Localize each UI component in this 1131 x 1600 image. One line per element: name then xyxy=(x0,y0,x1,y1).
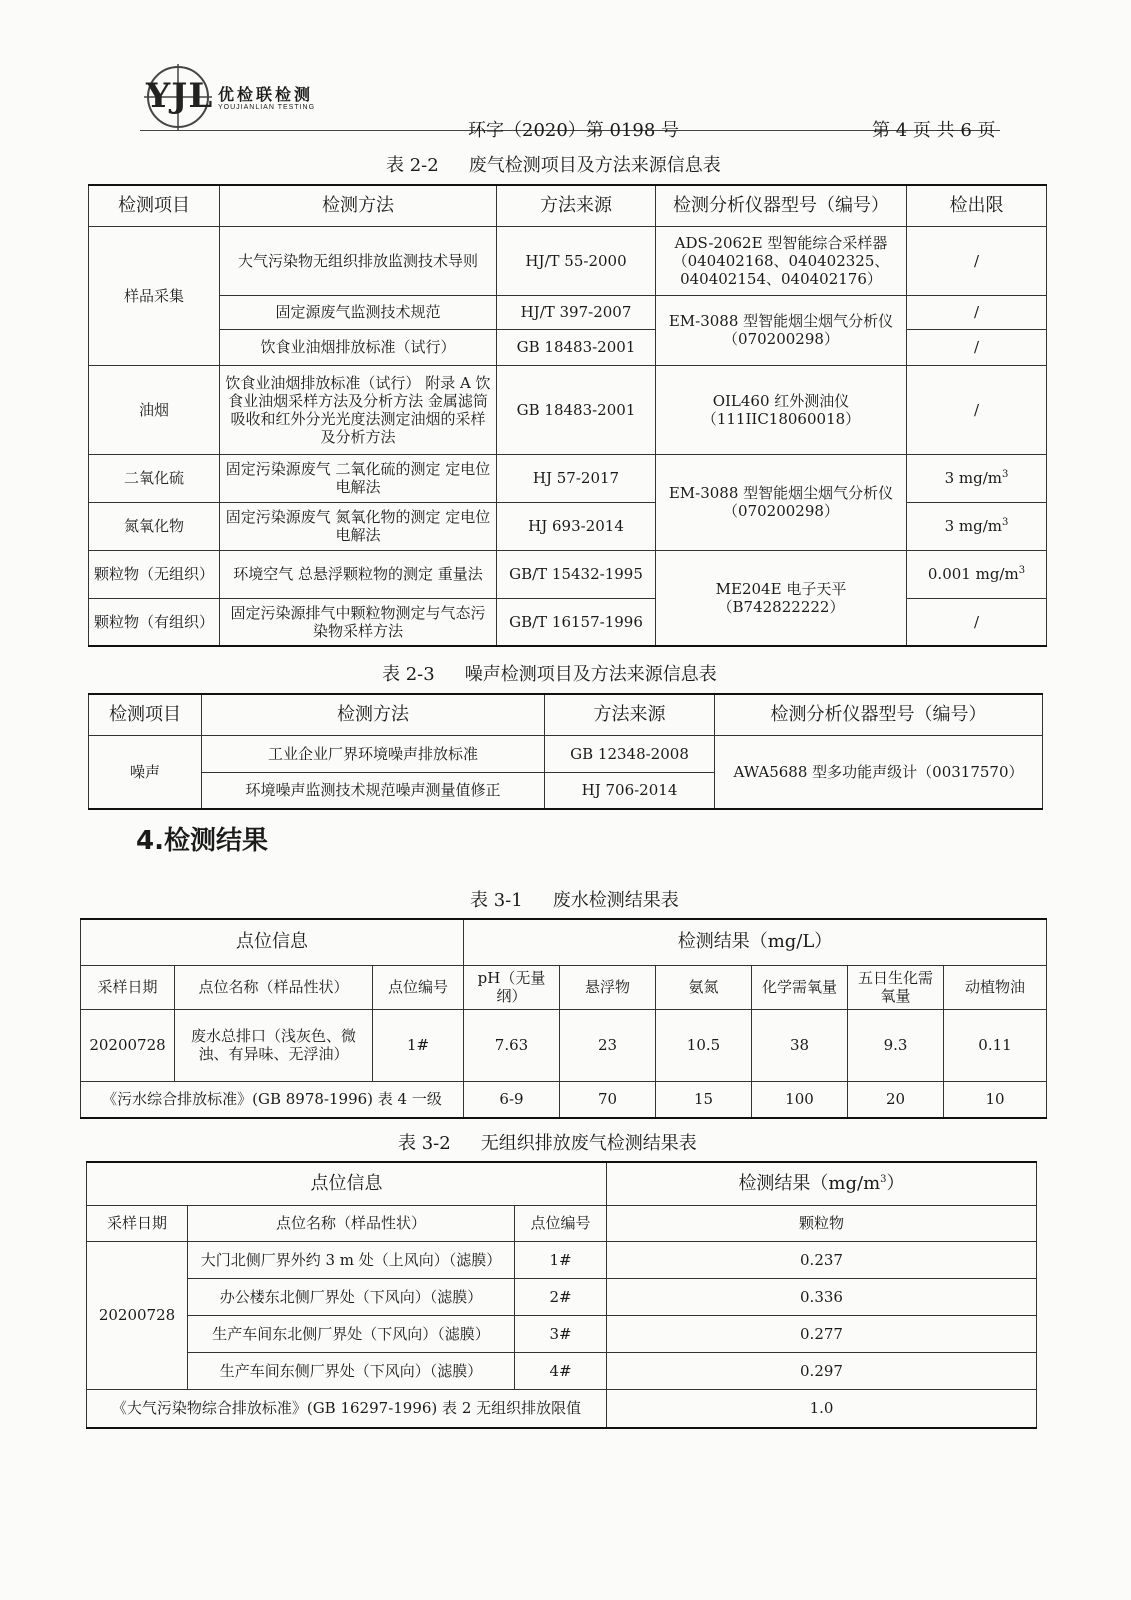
method-cell: 环境噪声监测技术规范噪声测量值修正 xyxy=(202,772,545,809)
table-cell: 15 xyxy=(656,1081,752,1118)
item-cell: 颗粒物（无组织） xyxy=(89,550,220,598)
limit-cell: / xyxy=(907,365,1047,454)
doc-number: 环字（2020）第 0198 号 xyxy=(468,120,680,141)
table-cell: 生产车间东北侧厂界处（下风向）（滤膜） xyxy=(188,1315,515,1352)
col-header: 方法来源 xyxy=(545,694,715,735)
source-cell: GB/T 16157-1996 xyxy=(497,598,656,646)
col-header: 采样日期 xyxy=(87,1205,188,1241)
method-cell: 大气污染物无组织排放监测技术导则 xyxy=(220,226,497,295)
table-cell: 2# xyxy=(515,1278,607,1315)
table-cell: 0.297 xyxy=(607,1352,1037,1389)
table-cell: 废水总排口（浅灰色、微浊、有异味、无浮油） xyxy=(175,1009,373,1081)
item-cell: 噪声 xyxy=(89,735,202,809)
method-cell: 固定源废气监测技术规范 xyxy=(220,295,497,329)
table-cell: 9.3 xyxy=(848,1009,944,1081)
table-3-1-caption: 表 3-1 废水检测结果表 xyxy=(470,890,679,911)
group-header: 检测结果（mg/L） xyxy=(464,919,1047,965)
limit-cell: / xyxy=(907,295,1047,329)
table-cell: 7.63 xyxy=(464,1009,560,1081)
table-cell: 大门北侧厂界外约 3 m 处（上风向）（滤膜） xyxy=(188,1241,515,1278)
table-cell: 0.336 xyxy=(607,1278,1037,1315)
col-header: 检测项目 xyxy=(89,185,220,226)
col-header: 采样日期 xyxy=(81,965,175,1009)
source-cell: HJ 57-2017 xyxy=(497,454,656,502)
item-cell: 二氧化硫 xyxy=(89,454,220,502)
source-cell: GB/T 15432-1995 xyxy=(497,550,656,598)
instrument-cell: ME204E 电子天平（B742822222） xyxy=(656,550,907,646)
item-cell: 样品采集 xyxy=(89,226,220,365)
logo-cn: 优检联检测 xyxy=(218,85,314,104)
date-cell: 20200728 xyxy=(87,1241,188,1389)
method-cell: 固定污染源废气 氮氧化物的测定 定电位电解法 xyxy=(220,502,497,550)
table-cell: 生产车间东侧厂界处（下风向）（滤膜） xyxy=(188,1352,515,1389)
standard-label: 《污水综合排放标准》(GB 8978-1996) 表 4 一级 xyxy=(81,1081,464,1118)
table-cell: 20200728 xyxy=(81,1009,175,1081)
col-header: 检测分析仪器型号（编号） xyxy=(715,694,1043,735)
col-header: 检测方法 xyxy=(202,694,545,735)
limit-cell: / xyxy=(907,329,1047,365)
col-header: 颗粒物 xyxy=(607,1205,1037,1241)
table-2-3-caption: 表 2-3 噪声检测项目及方法来源信息表 xyxy=(382,664,717,685)
table-cell: 1.0 xyxy=(607,1389,1037,1428)
table-cell: 23 xyxy=(560,1009,656,1081)
table-2-2-caption: 表 2-2 废气检测项目及方法来源信息表 xyxy=(386,155,721,176)
table-cell: 6-9 xyxy=(464,1081,560,1118)
table-cell: 0.11 xyxy=(944,1009,1047,1081)
page-info: 第 4 页 共 6 页 xyxy=(872,120,996,141)
method-cell: 饮食业油烟排放标准（试行） xyxy=(220,329,497,365)
table-cell: 38 xyxy=(752,1009,848,1081)
table-cell: 办公楼东北侧厂界处（下风向）（滤膜） xyxy=(188,1278,515,1315)
limit-cell: / xyxy=(907,598,1047,646)
group-header: 点位信息 xyxy=(81,919,464,965)
instrument-cell: OIL460 红外测油仪（111IIC18060018） xyxy=(656,365,907,454)
source-cell: HJ/T 55-2000 xyxy=(497,226,656,295)
instrument-cell: AWA5688 型多功能声级计（00317570） xyxy=(715,735,1043,809)
table-3-2 xyxy=(86,1161,1037,1429)
method-cell: 饮食业油烟排放标准（试行） 附录 A 饮食业油烟采样方法及分析方法 金属滤筒吸收和红外分光光度法测定油烟的采样及分析方法 xyxy=(220,365,497,454)
col-header: 检测项目 xyxy=(89,694,202,735)
table-cell: 100 xyxy=(752,1081,848,1118)
col-header: 化学需氧量 xyxy=(752,965,848,1009)
group-header: 检测结果$(mg/m^3)$ xyxy=(607,1162,1037,1205)
source-cell: GB 18483-2001 xyxy=(497,329,656,365)
source-cell: HJ 706-2014 xyxy=(545,772,715,809)
col-header: 检测分析仪器型号（编号） xyxy=(656,185,907,226)
col-header: 五日生化需氧量 xyxy=(848,965,944,1009)
col-header: pH（无量纲） xyxy=(464,965,560,1009)
col-header: 悬浮物 xyxy=(560,965,656,1009)
limit-cell: 3 $mg/m^3$ xyxy=(907,502,1047,550)
instrument-cell: EM-3088 型智能烟尘烟气分析仪（070200298） xyxy=(656,454,907,550)
table-cell: 10 xyxy=(944,1081,1047,1118)
table-3-1 xyxy=(80,918,1047,1119)
logo-en: YOUJIANLIAN TESTING xyxy=(218,104,316,111)
table-cell: 20 xyxy=(848,1081,944,1118)
col-header: 检测方法 xyxy=(220,185,497,226)
source-cell: GB 12348-2008 xyxy=(545,735,715,772)
method-cell: 环境空气 总悬浮颗粒物的测定 重量法 xyxy=(220,550,497,598)
table-cell: 4# xyxy=(515,1352,607,1389)
table-3-2-caption: 表 3-2 无组织排放废气检测结果表 xyxy=(398,1133,697,1154)
instrument-cell: ADS-2062E 型智能综合采样器（040402168、040402325、040402154、040402176） xyxy=(656,226,907,295)
method-cell: 固定污染源排气中颗粒物测定与气态污染物采样方法 xyxy=(220,598,497,646)
item-cell: 氮氧化物 xyxy=(89,502,220,550)
col-header: 点位编号 xyxy=(515,1205,607,1241)
limit-cell: 0.001 $mg/m^3$ xyxy=(907,550,1047,598)
col-header: 点位编号 xyxy=(373,965,464,1009)
table-cell: 1# xyxy=(515,1241,607,1278)
method-cell: 固定污染源废气 二氧化硫的测定 定电位电解法 xyxy=(220,454,497,502)
table-cell: 0.237 xyxy=(607,1241,1037,1278)
source-cell: GB 18483-2001 xyxy=(497,365,656,454)
section-title: 4.检测结果 xyxy=(136,826,268,856)
table-cell: 10.5 xyxy=(656,1009,752,1081)
table-2-3 xyxy=(88,693,1043,810)
source-cell: HJ 693-2014 xyxy=(497,502,656,550)
col-header: 点位名称（样品性状） xyxy=(188,1205,515,1241)
source-cell: HJ/T 397-2007 xyxy=(497,295,656,329)
standard-label: 《大气污染物综合排放标准》(GB 16297-1996) 表 2 无组织排放限值 xyxy=(87,1389,607,1428)
item-cell: 颗粒物（有组织） xyxy=(89,598,220,646)
limit-cell: 3 $mg/m^3$ xyxy=(907,454,1047,502)
table-2-2 xyxy=(88,184,1047,647)
col-header: 检出限 xyxy=(907,185,1047,226)
col-header: 方法来源 xyxy=(497,185,656,226)
logo-letters: YJL xyxy=(146,76,214,116)
col-header: 氨氮 xyxy=(656,965,752,1009)
col-header: 点位名称（样品性状） xyxy=(175,965,373,1009)
method-cell: 工业企业厂界环境噪声排放标准 xyxy=(202,735,545,772)
col-header: 动植物油 xyxy=(944,965,1047,1009)
logo xyxy=(138,62,348,132)
item-cell: 油烟 xyxy=(89,365,220,454)
table-cell: 3# xyxy=(515,1315,607,1352)
group-header: 点位信息 xyxy=(87,1162,607,1205)
limit-cell: / xyxy=(907,226,1047,295)
table-cell: 1# xyxy=(373,1009,464,1081)
instrument-cell: EM-3088 型智能烟尘烟气分析仪（070200298） xyxy=(656,295,907,365)
table-cell: 0.277 xyxy=(607,1315,1037,1352)
table-cell: 70 xyxy=(560,1081,656,1118)
